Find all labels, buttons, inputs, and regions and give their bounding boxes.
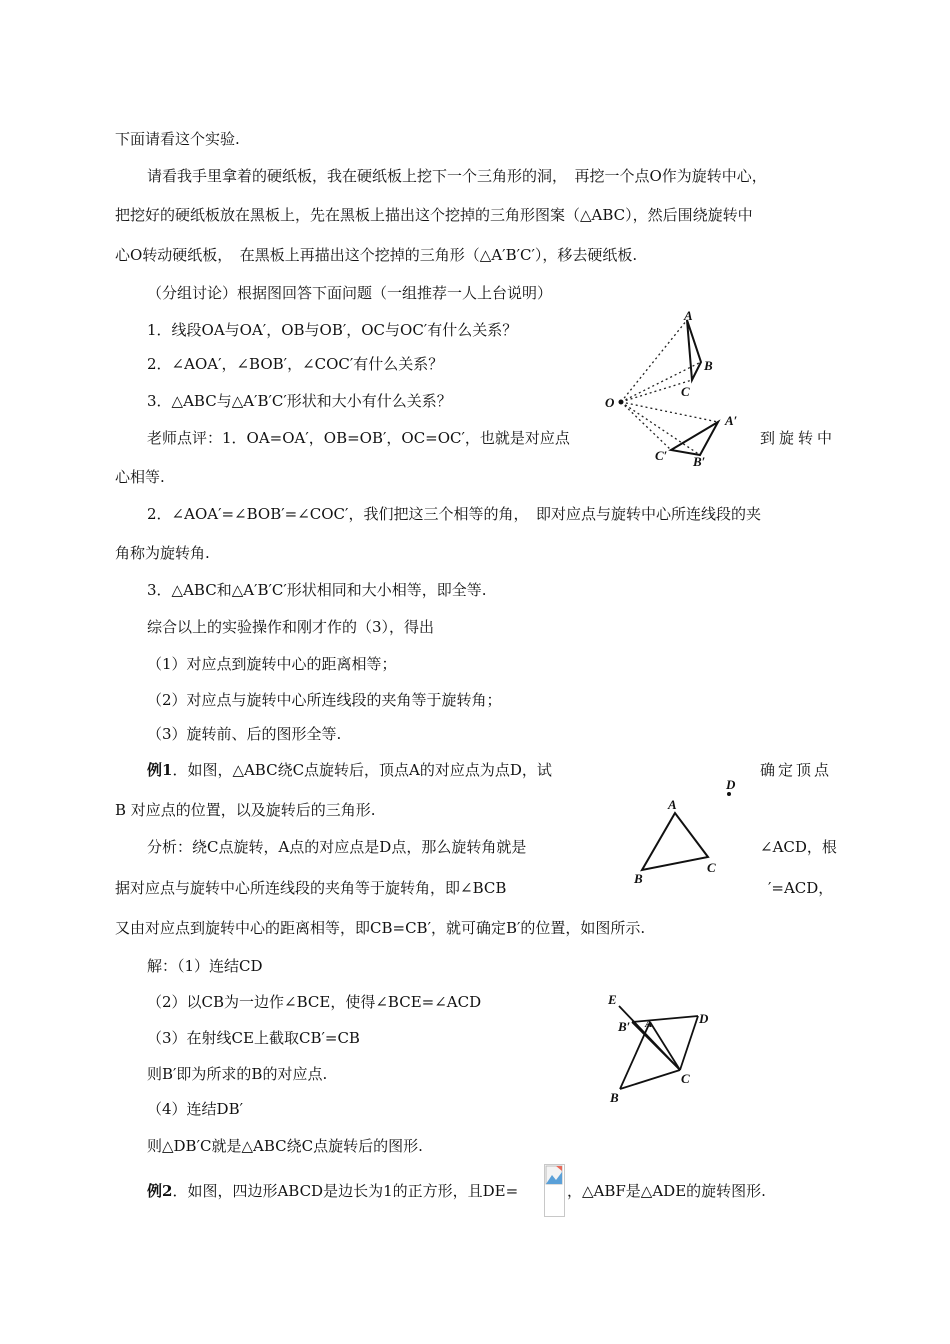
text-line: 心O转动硬纸板， 在黑板上再描出这个挖掉的三角形（△A′B′C′），移去硬纸板. — [115, 246, 638, 264]
label-c: C — [707, 860, 716, 875]
broken-image-icon — [544, 1164, 565, 1217]
solution-5: 则△DB′C就是△ABC绕C点旋转后的图形. — [147, 1137, 423, 1155]
text-line: 把挖好的硬纸板放在黑板上，先在黑板上描出这个挖掉的三角形图案（△ABC），然后围绕旋转中 — [115, 206, 753, 224]
text-line: 下面请看这个实验. — [115, 130, 240, 148]
text-line: （分组讨论）根据图回答下面问题（一组推荐一人上台说明） — [147, 284, 553, 302]
label-b-prime: B′ — [618, 1019, 631, 1034]
label-b: B — [634, 871, 643, 886]
example-1-label: 例1 — [147, 761, 173, 779]
analysis-1: 分析：绕C点旋转，A点的对应点是D点，那么旋转角就是 — [147, 838, 527, 856]
example-1-text: ．如图，△ABC绕C点旋转后，顶点A的对应点为点D，试 — [172, 761, 552, 779]
solution-2: （3）在射线CE上截取CB′=CB — [147, 1029, 360, 1047]
text-line: 请看我手里拿着的硬纸板，我在硬纸板上挖下一个三角形的洞， 再挖一个点O作为旋转中心， — [147, 167, 767, 185]
label-c: C — [681, 1071, 690, 1086]
label-b-prime: B′ — [693, 454, 706, 469]
label-a: A — [668, 797, 677, 812]
example-2-text-end: ，△ABF是△ADE的旋转图形. — [567, 1182, 766, 1200]
label-d: D — [726, 777, 736, 792]
label-o: O — [605, 395, 615, 410]
comment-3: 3．△ABC和△A′B′C′形状相同和大小相等，即全等. — [147, 581, 487, 599]
analysis-3: 又由对应点到旋转中心的距离相等，即CB=CB′，就可确定B′的位置，如图所示. — [115, 919, 646, 937]
example-2-line — [147, 1181, 518, 1201]
summary-1: （1）对应点到旋转中心的距离相等； — [147, 655, 397, 673]
example-1-line — [147, 760, 552, 780]
label-b: B — [704, 358, 713, 373]
text-line: 确定顶点 — [760, 761, 833, 779]
comment-1: 老师点评：1．OA=OA′，OB=OB′，OC=OC′，也就是对应点 — [147, 429, 570, 447]
comment-1-end: 到旋转中 — [760, 429, 837, 447]
summary-2: （2）对应点与旋转中心所连线段的夹角等于旋转角； — [147, 691, 502, 709]
comment-2: 2．∠AOA′=∠BOB′=∠COC′，我们把这三个相等的角， 即对应点与旋转中心所连线段的夹 — [147, 505, 761, 523]
analysis-2-end: ′=ACD， — [768, 879, 834, 897]
text-line: 心相等. — [115, 468, 165, 486]
label-c: C — [681, 384, 690, 399]
summary-intro: 综合以上的实验操作和刚才作的（3），得出 — [147, 618, 435, 636]
solution-4: （4）连结DB′ — [147, 1100, 243, 1118]
text-line: B 对应点的位置，以及旋转后的三角形. — [115, 801, 376, 819]
text-line: 角称为旋转角. — [115, 544, 210, 562]
label-c-prime: C′ — [655, 448, 668, 463]
label-a: A — [645, 1018, 653, 1030]
solution-3: 则B′即为所求的B的对应点. — [147, 1065, 328, 1083]
label-a-prime: A′ — [725, 413, 738, 428]
label-b: B — [610, 1090, 619, 1105]
question-1: 1．线段OA与OA′，OB与OB′，OC与OC′有什么关系？ — [147, 321, 518, 339]
label-a: A — [684, 308, 693, 323]
solution-0: 解：（1）连结CD — [147, 957, 263, 975]
summary-3: （3）旋转前、后的图形全等. — [147, 725, 342, 743]
label-e: E — [608, 992, 617, 1007]
example-2-text: ．如图，四边形ABCD是边长为1的正方形，且DE= — [172, 1182, 519, 1200]
example-1-solution-figure — [602, 990, 732, 1105]
analysis-1-end: ∠ACD，根 — [760, 838, 837, 856]
solution-1: （2）以CB为一边作∠BCE，使得∠BCE=∠ACD — [147, 993, 482, 1011]
broken-image-glyph — [545, 1165, 564, 1187]
analysis-2: 据对应点与旋转中心所连线段的夹角等于旋转角，即∠BCB — [115, 879, 507, 897]
label-d: D — [699, 1011, 709, 1026]
question-2: 2．∠AOA′，∠BOB′，∠COC′有什么关系？ — [147, 355, 444, 373]
question-3: 3．△ABC与△A′B′C′形状和大小有什么关系？ — [147, 392, 452, 410]
rotation-figure-o — [603, 308, 743, 468]
example-1-figure — [632, 775, 752, 885]
example-2-label: 例2 — [147, 1182, 173, 1200]
